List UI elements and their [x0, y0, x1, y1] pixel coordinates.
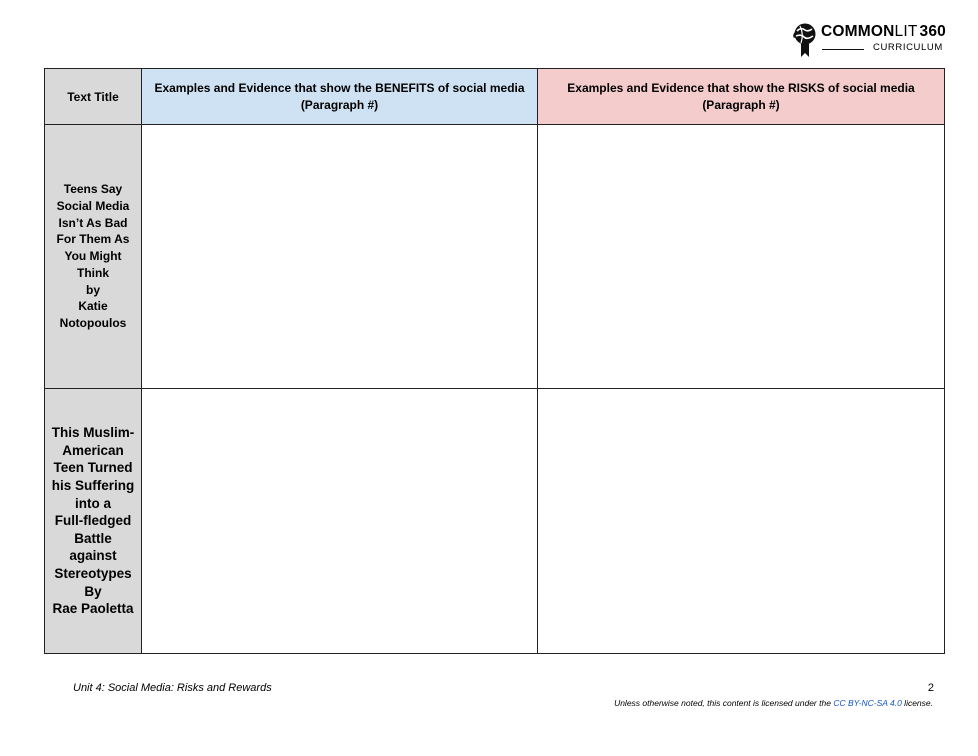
title-line: Battle against — [69, 530, 117, 564]
title-line: You Might — [64, 249, 122, 264]
title-line: Isn’t As Bad — [58, 215, 128, 230]
title-line: Full-fledged — [54, 513, 132, 529]
risks-evidence-cell[interactable] — [538, 125, 945, 389]
header-risks-paragraph: (Paragraph #) — [702, 97, 780, 112]
title-line: For Them As — [56, 232, 130, 247]
title-line: Social Media — [56, 199, 130, 214]
table-row — [45, 389, 945, 654]
license-notice — [614, 698, 933, 708]
title-line: into a — [75, 495, 111, 511]
header-benefits-paragraph: (Paragraph #) — [300, 97, 379, 112]
logo-divider — [822, 49, 864, 50]
title-line: Notopoulos — [59, 315, 127, 330]
row-text-title — [45, 389, 142, 654]
title-line: Stereotypes — [54, 565, 132, 581]
table-header-row — [45, 69, 945, 125]
footer-unit-label: Unit 4: Social Media: Risks and Rewards — [73, 682, 272, 694]
license-link[interactable]: CC BY-NC-SA 4.0 — [833, 698, 902, 708]
commonlit-globe-ribbon-icon — [792, 22, 818, 58]
header-benefits — [142, 69, 538, 125]
header-risks-label: Examples and Evidence that show the RISKS of social media — [567, 80, 915, 95]
title-line: This Muslim- — [51, 425, 135, 441]
header-text-title: Text Title — [45, 69, 142, 125]
license-suffix: license. — [901, 698, 933, 708]
page-number: 2 — [927, 682, 934, 694]
license-prefix: Unless otherwise noted, this content is licensed under the — [614, 698, 834, 708]
header-risks — [538, 69, 945, 125]
risks-evidence-cell[interactable] — [538, 389, 945, 654]
table-row — [45, 125, 945, 389]
title-line: Think — [77, 265, 109, 280]
benefits-evidence-cell[interactable] — [142, 125, 538, 389]
title-line: Teens Say — [63, 182, 123, 197]
title-line: by — [85, 282, 100, 297]
evidence-table — [44, 68, 945, 654]
title-line: Rae Paoletta — [52, 601, 134, 617]
title-line: American — [62, 442, 124, 458]
title-line: his Suffering — [51, 478, 135, 494]
row-text-title — [45, 125, 142, 389]
title-line: By — [84, 583, 102, 599]
header-benefits-label: Examples and Evidence that show the BENEFITS of social media — [154, 80, 525, 95]
benefits-evidence-cell[interactable] — [142, 389, 538, 654]
logo-subtitle: CURRICULUM — [873, 42, 943, 53]
title-line: Teen Turned — [53, 460, 133, 476]
commonlit-logo — [792, 20, 952, 60]
title-line: Katie — [78, 299, 108, 314]
logo-wordmark: COMMONLIT 360 — [821, 23, 946, 40]
